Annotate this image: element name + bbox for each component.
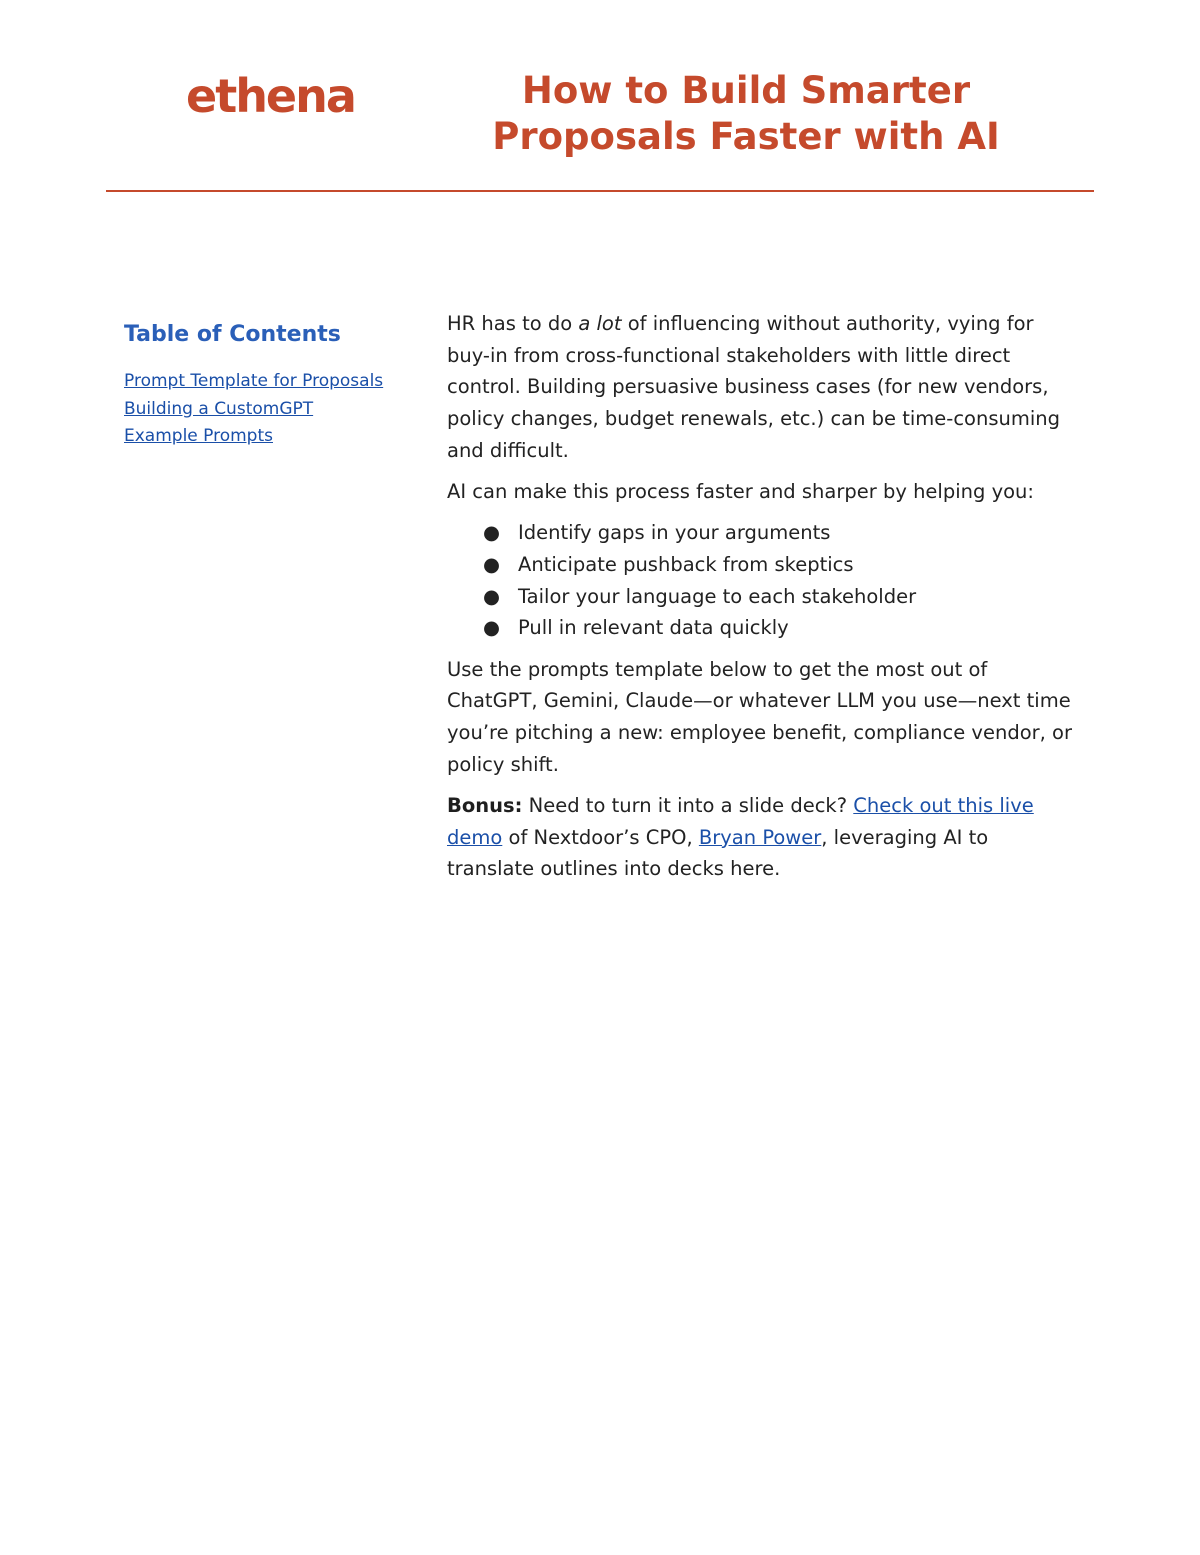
list-item: [447, 581, 1079, 613]
list-item: [447, 517, 1079, 549]
bonus-paragraph: [447, 790, 1079, 885]
bullet-icon: ●: [483, 584, 501, 608]
prompts-paragraph: Use the prompts template below to get the most out of ChatGPT, Gemini, Claude—or whatever LLM you use—next time you’re pitching a new: employee benefit, compliance vendor, or policy shift.: [447, 657, 1072, 776]
bullet-icon: ●: [483, 616, 501, 640]
page-title-line-1: How to Build Smarter: [521, 69, 971, 112]
intro-text-start: HR has to do: [447, 312, 579, 335]
list-item-text: Pull in relevant data quickly: [518, 616, 789, 640]
list-item-text: Tailor your language to each stakeholder: [518, 584, 917, 608]
main-content: [447, 308, 1079, 894]
bonus-label: Bonus:: [447, 793, 523, 817]
intro-text-end: of influencing without authority, vying for buy-in from cross-functional stakeholders with little direct control. Building persuasive business cases (for new vendors, policy changes, budget renewals, etc.) can be time-consuming and difficult.: [447, 312, 1061, 462]
help-paragraph: AI can make this process faster and sharper by helping you:: [447, 480, 1034, 504]
list-item: [447, 612, 1079, 644]
bonus-text-3: , leveraging AI to translate outlines into decks here.: [447, 825, 989, 881]
toc-link-building-customgpt[interactable]: Building a CustomGPT: [124, 398, 314, 419]
document-header: [106, 0, 1094, 192]
list-item: [447, 549, 1079, 581]
bryan-power-link[interactable]: Bryan Power: [698, 825, 822, 849]
intro-paragraph: [447, 308, 1079, 467]
list-item-text: Anticipate pushback from skeptics: [518, 552, 854, 576]
bonus-text-2: of Nextdoor’s CPO,: [502, 825, 699, 849]
toc-link-example-prompts[interactable]: Example Prompts: [124, 426, 273, 446]
benefits-list: [447, 517, 1079, 644]
list-item-text: Identify gaps in your arguments: [518, 521, 831, 545]
ethena-logo: ethena: [186, 69, 355, 123]
bullet-icon: ●: [483, 552, 501, 576]
toc-link-prompt-template[interactable]: Prompt Template for Proposals: [124, 371, 384, 391]
page-title: [486, 68, 1006, 160]
bullet-icon: ●: [483, 521, 501, 545]
live-demo-link[interactable]: Check out this live demo: [447, 793, 1034, 849]
toc-heading: Table of Contents: [124, 322, 341, 347]
bonus-text-1: Need to turn it into a slide deck?: [522, 793, 854, 817]
intro-emphasis: a lot: [578, 312, 622, 335]
page-title-line-2: Proposals Faster with AI: [492, 115, 1000, 158]
table-of-contents: [124, 318, 424, 451]
